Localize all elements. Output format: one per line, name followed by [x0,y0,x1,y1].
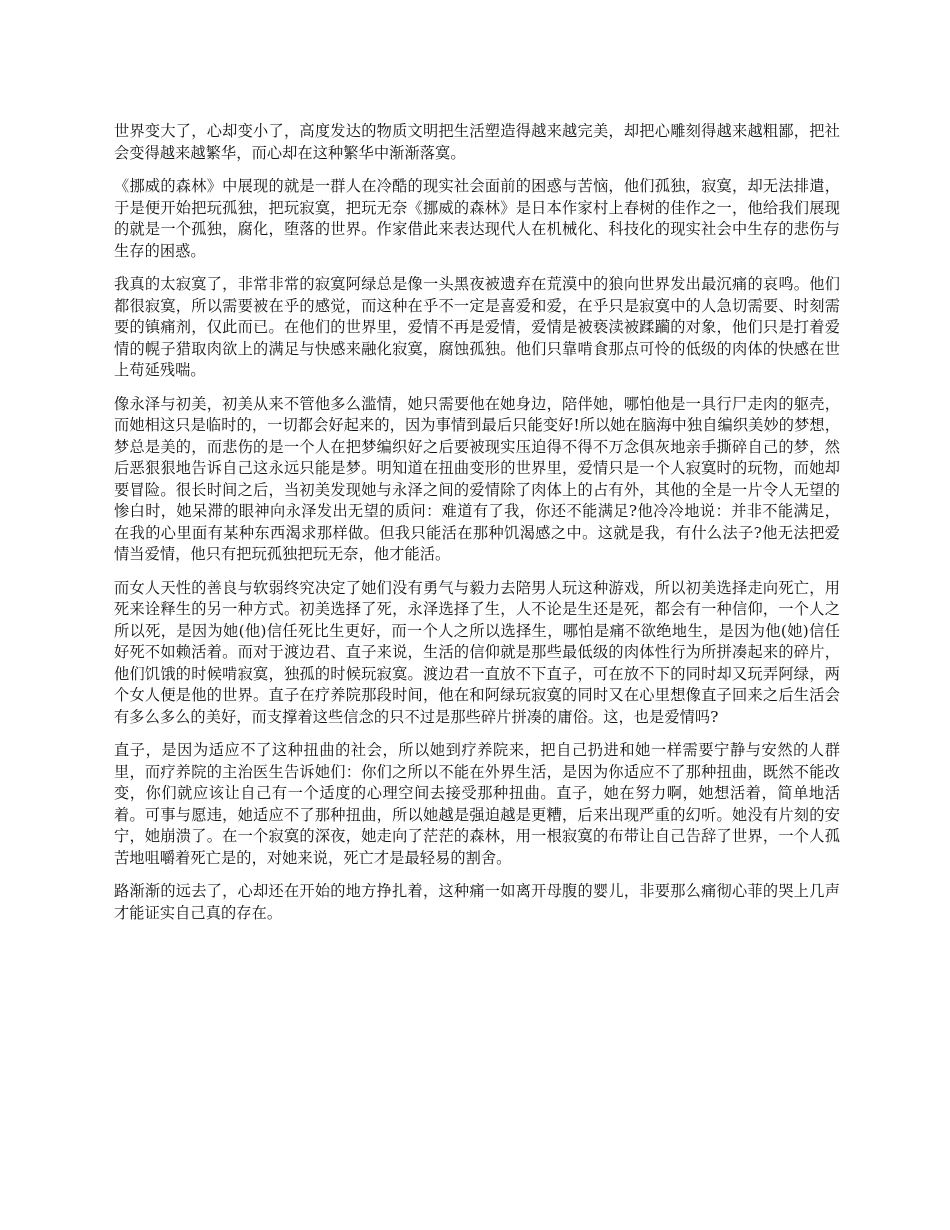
document-body [114,121,840,936]
paragraph-2: 《挪威的森林》中展现的就是一群人在冷酷的现实社会面前的困惑与苦恼，他们孤独，寂寞，却无法排遣，于是便开始把玩孤独，把玩寂寞，把玩无奈《挪威的森林》是日本作家村上春树的佳作之一，他给我们展现的就是一个孤独，腐化，堕落的世界。作家借此来表达现代人在机械化、科技化的现实社会中生存的悲伤与生存的困惑。 [114,177,840,260]
paragraph-4: 像永泽与初美，初美从来不管他多么滥情，她只需要他在她身边，陪伴她，哪怕他是一具行尸走肉的躯壳，而她相这只是临时的，一切都会好起来的，因为事情到最后只能变好!所以她在脑海中独自编织美妙的梦想，梦总是美的，而悲伤的是一个人在把梦编织好之后要被现实压迫得不得不万念俱灰地亲手撕碎自己的梦，然后恶狠狠地告诉自己这永远只能是梦。明知道在扭曲变形的世界里，爱情只是一个人寂寞时的玩物，而她却要冒险。很长时间之后，当初美发现她与永泽之间的爱情除了肉体上的占有外，其他的全是一片令人无望的惨白时，她呆滞的眼神向永泽发出无望的质问：难道有了我，你还不能满足?他冷冷地说：并非不能满足，在我的心里面有某种东西渴求那样做。但我只能活在那种饥渴感之中。这就是我，有什么法子?他无法把爱情当爱情，他只有把玩孤独把玩无奈，他才能活。 [114,394,840,563]
paragraph-7: 路渐渐的远去了，心却还在开始的地方挣扎着，这种痛一如离开母腹的婴儿，非要那么痛彻心菲的哭上几声才能证实自己真的存在。 [114,882,840,922]
paragraph-1: 世界变大了，心却变小了，高度发达的物质文明把生活塑造得越来越完美，却把心雕刻得越来越粗鄙，把社会变得越来越繁华，而心却在这种繁华中渐渐落寞。 [114,122,840,162]
paragraph-3: 我真的太寂寞了，非常非常的寂寞阿绿总是像一头黑夜被遗弃在荒漠中的狼向世界发出最沉痛的哀鸣。他们都很寂寞，所以需要被在乎的感觉，而这种在乎不一定是喜爱和爱，在乎只是寂寞中的人急切需要、时刻需要的镇痛剂，仅此而已。在他们的世界里，爱情不再是爱情，爱情是被亵渎被蹂躏的对象，他们只是打着爱情的幌子猎取肉欲上的满足与快感来融化寂寞，腐蚀孤独。他们只靠啃食那点可怜的低级的肉体的快感在世上苟延残喘。 [114,275,840,379]
paragraph-5: 而女人天性的善良与软弱终究决定了她们没有勇气与毅力去陪男人玩这种游戏，所以初美选择走向死亡，用死来诠释生的另一种方式。初美选择了死，永泽选择了生，人不论是生还是死，都会有一种信仰，一个人之所以死，是因为她(他)信任死比生更好，而一个人之所以选择生，哪怕是痛不欲绝地生，是因为他(她)信任好死不如赖活着。而对于渡边君、直子来说，生活的信仰就是那些最低级的肉体性行为所拼凑起来的碎片，他们饥饿的时候啃寂寞，独孤的时候玩寂寞。渡边君一直放不下直子，可在放不下的同时却又玩弄阿绿，两个女人便是他的世界。直子在疗养院那段时间，他在和阿绿玩寂寞的同时又在心里想像直子回来之后生活会有多么多么的美好，而支撑着这些信念的只不过是那些碎片拼凑的庸俗。这，也是爱情吗? [114,578,840,726]
paragraph-6: 直子，是因为适应不了这种扭曲的社会，所以她到疗养院来，把自己扔进和她一样需要宁静与安然的人群里，而疗养院的主治医生告诉她们：你们之所以不能在外界生活，是因为你适应不了那种扭曲，既然不能改变，你们就应该让自己有一个适度的心理空间去接受那种扭曲。直子，她在努力啊，她想活着，简单地活着。可事与愿违，她适应不了那种扭曲，所以她越是强迫越是更糟，后来出现严重的幻听。她没有片刻的安宁，她崩溃了。在一个寂寞的深夜，她走向了茫茫的森林，用一根寂寞的布带让自己告辞了世界，一个人孤苦地咀嚼着死亡是的，对她来说，死亡才是最轻易的割舍。 [114,741,840,867]
